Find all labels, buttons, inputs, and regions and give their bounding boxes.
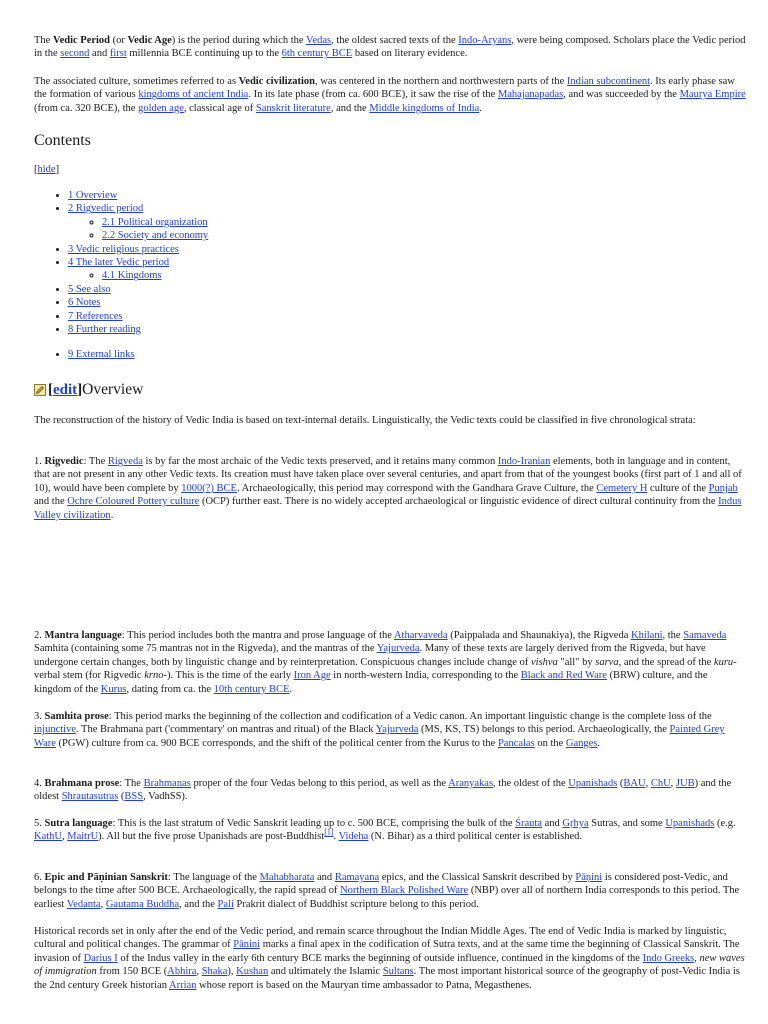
link-jub[interactable]: JUB <box>675 778 695 789</box>
toc-link-references[interactable]: 7 References <box>68 310 123 322</box>
toc-hide-link[interactable]: hide <box>37 164 56 175</box>
stratum-sutra-language: 5. Sutra language: This is the last stratum of Vedic Sanskrit leading up to c. 500 BCE, comprising the bulk of the Śrauta and Gṛhya Sutras, and some Upanishads (e.g. KathU, MaitrU). All but the five prose Upanishads are post-Buddhist[1]. Videha (N. Bihar) as a third political center is established. <box>34 818 736 843</box>
link-mahabharata[interactable]: Mahabharata <box>259 872 315 883</box>
edit-pencil-icon[interactable] <box>34 384 46 396</box>
link-videha[interactable]: Videha <box>338 831 369 843</box>
link-abhira[interactable]: Abhira <box>167 966 197 978</box>
link-samaveda[interactable]: Samaveda <box>683 630 727 641</box>
link-atharvaveda[interactable]: Atharvaveda <box>393 630 448 641</box>
link-iron-age[interactable]: Iron Age <box>293 670 331 682</box>
toc-link-later-vedic-period[interactable]: 4 The later Vedic period <box>68 257 170 269</box>
stratum-epic-paninian: 6. Epic and Pāṇinian Sanskrit: The language of the Mahabharata and Ramayana epics, and the Classical Sanskrit described by Pāṇini is considered post-Vedic, and belongs to the time after 500 BCE. Archaeologically, the rapid spread of Northern Black Polished Ware (NBP) over all of northern India corresponds to this period. The earliest Vedanta, Gautama Buddha, and the Pali Prakrit dialect of Buddhist scripture belong to this period. <box>34 872 740 910</box>
link-shrautasutras[interactable]: Shrautasutras <box>61 791 119 803</box>
link-bss[interactable]: BSS <box>124 791 144 803</box>
link-northern-black-polished-ware[interactable]: Northern Black Polished Ware <box>340 885 469 897</box>
toc-title: Contents <box>34 132 91 149</box>
link-indus-valley[interactable]: Indus Valley civilization <box>34 496 742 521</box>
link-kathu[interactable]: KathU <box>34 831 62 843</box>
toc-subitem <box>102 269 746 282</box>
intro-paragraph-2: The associated culture, sometimes referred to as Vedic civilization, was centered in the northern and northwestern parts of the Indian subcontinent. Its early phase saw the formation of various kingdoms of ancient India. In its late phase (from ca. 600 BCE), it saw the rise of the Mahajanapadas, and was succeeded by the Maurya Empire (from ca. 320 BCE), the golden age, classical age of Sanskrit literature, and the Middle kingdoms of India. <box>34 76 746 114</box>
toc-subitem <box>102 229 746 242</box>
link-rigveda[interactable]: Rigveda <box>107 456 143 467</box>
link-6th-century-bce[interactable]: 6th century BCE <box>281 48 353 60</box>
toc-hide-toggle: [hide] <box>34 164 60 175</box>
link-khilani[interactable]: Khilani <box>631 630 663 641</box>
link-pali[interactable]: Pali <box>217 898 234 910</box>
link-aranyakas[interactable]: Aranyakas <box>448 778 494 789</box>
link-sanskrit-literature[interactable]: Sanskrit literature <box>255 102 331 114</box>
link-black-and-red-ware[interactable]: Black and Red Ware <box>520 670 607 682</box>
link-upanishads-2[interactable]: Upanishads <box>665 818 715 829</box>
toc-item <box>68 348 746 361</box>
link-panini-2[interactable]: Pāṇini <box>233 939 261 951</box>
link-kurus[interactable]: Kurus <box>100 683 127 695</box>
link-maitru[interactable]: MaitrU <box>67 831 99 843</box>
link-indo-iranian[interactable]: Indo-Iranian <box>497 456 551 467</box>
link-gautama-buddha[interactable]: Gautama Buddha <box>105 898 180 910</box>
overview-title: Overview <box>82 381 144 398</box>
link-vedas[interactable]: Vedas <box>306 35 332 46</box>
toc-item <box>68 189 746 202</box>
link-bau[interactable]: BAU <box>623 778 646 789</box>
stratum-samhita-prose: 3. Samhita prose: This period marks the beginning of the collection and codification of a Vedic canon. An important linguistic change is the complete loss of the injunctive. The Brahmana part ('commentary' on mantras and ritual) of the Black Yajurveda (MS, KS, TS) belongs to this period. Archaeologically, the Painted Grey Ware (PGW) culture from ca. 900 BCE corresponds, and the shift of the political center from the Kurus to the Pancalas on the Ganges. <box>34 711 725 749</box>
link-arrian[interactable]: Arrian <box>169 979 197 991</box>
footnote-1-link[interactable]: [1] <box>324 827 334 837</box>
link-indo-greeks[interactable]: Indo Greeks <box>642 952 695 964</box>
link-yajurveda-black[interactable]: Yajurveda <box>375 724 419 736</box>
toc-subitem <box>102 216 746 229</box>
link-ganges[interactable]: Ganges <box>565 737 598 749</box>
link-maurya-empire[interactable]: Maurya Empire <box>679 89 746 101</box>
link-kingdoms-ancient-india[interactable]: kingdoms of ancient India <box>138 89 249 101</box>
stratum-brahmana-prose: 4. Brahmana prose: The Brahmanas proper of the four Vedas belong to this period, as well as the Aranyakas, the oldest of the Upanishads (BAU, ChU, JUB) and the oldest Shrautasutras (BSS, VadhSS). <box>34 778 732 803</box>
historical-records-paragraph: Historical records set in only after the end of the Vedic period, and remain scarce throughout the Indian Middle Ages. The end of Vedic India is marked by linguistic, cultural and political changes. The grammar of Pāṇini marks a final apex in the codification of Sutra texts, and at the same time the beginning of Classical Sanskrit. The invasion of Darius I of the Indus valley in the early 6th century BCE marks the beginning of outside influence, continued in the kingdoms of the Indo Greeks, new waves of immigration from 150 BCE (Abhira, Shaka), Kushan and ultimately the Islamic Sultans. The most important historical source of the geography of post-Vedic India is the 2nd century Greek historian Arrian whose report is based on the Mauryan time ambassador to Patna, Megasthenes. <box>34 926 745 991</box>
stratum-rigvedic: 1. Rigvedic: The Rigveda is by far the most archaic of the Vedic texts preserved, and it retains many common Indo-Iranian elements, both in language and in content, that are not present in any other Vedic texts. Its creation must have taken place over several centuries, and apart from that of the youngest books (first part of 1 and all of 10), would have been complete by 1000(?) BCE. Archaeologically, this period may correspond with the Gandhara Grave Culture, the Cemetery H culture of the Punjab and the Ochre Coloured Pottery culture (OCP) further east. There is no widely accepted archaeological or linguistic evidence of direct cultural continuity from the Indus Valley civilization. <box>34 456 742 521</box>
link-ramayana[interactable]: Ramayana <box>334 872 380 883</box>
toc-item <box>68 296 746 309</box>
toc-link-kingdoms[interactable]: 4.1 Kingdoms <box>102 270 162 282</box>
link-darius-i[interactable]: Darius I <box>83 952 118 964</box>
toc-link-society-economy[interactable]: 2.2 Society and economy <box>102 230 209 242</box>
link-sultans[interactable]: Sultans <box>382 966 414 978</box>
link-indian-subcontinent[interactable]: Indian subcontinent <box>566 76 651 87</box>
link-10th-century-bce[interactable]: 10th century BCE <box>213 683 290 695</box>
toc-link-further-reading[interactable]: 8 Further reading <box>68 324 141 336</box>
toc-item <box>68 256 746 283</box>
link-cemetery-h[interactable]: Cemetery H <box>596 482 648 494</box>
link-brahmanas[interactable]: Brahmanas <box>143 778 191 789</box>
link-srauta[interactable]: Śrauta <box>515 818 542 829</box>
link-pancalas[interactable]: Pancalas <box>497 737 535 749</box>
link-second-millennium[interactable]: second <box>60 48 90 60</box>
link-injunctive[interactable]: injunctive <box>34 724 76 736</box>
link-shaka[interactable]: Shaka <box>201 966 228 978</box>
toc-link-religious-practices[interactable]: 3 Vedic religious practices <box>68 243 179 255</box>
edit-section-link[interactable]: edit <box>53 382 78 398</box>
link-mahajanapadas[interactable]: Mahajanapadas <box>497 89 564 101</box>
link-upanishads[interactable]: Upanishads <box>568 778 618 789</box>
intro-paragraph-1: The Vedic Period (or Vedic Age) is the period during which the Vedas, the oldest sacred texts of the Indo-Aryans, were being composed. Scholars place the Vedic period in the second and first millennia BCE continuing up to the 6th century BCE based on literary evidence. <box>34 35 746 60</box>
toc-item <box>68 310 746 323</box>
toc-item <box>68 323 746 336</box>
toc-item <box>68 243 746 256</box>
link-grhya[interactable]: Gṛhya <box>562 818 589 829</box>
overview-lead: The reconstruction of the history of Vedic India is based on text-internal details. Linguistically, the Vedic texts could be classified in five chronological strata: <box>34 415 696 426</box>
link-indo-aryans[interactable]: Indo-Aryans <box>458 35 512 46</box>
toc-link-overview[interactable]: 1 Overview <box>68 190 118 201</box>
link-ochre-coloured-pottery[interactable]: Ochre Coloured Pottery culture <box>67 496 200 508</box>
link-kushan[interactable]: Kushan <box>236 966 269 978</box>
toc-link-rigvedic-period[interactable]: 2 Rigvedic period <box>68 203 144 215</box>
section-heading-overview: [edit] Overview <box>34 381 746 399</box>
link-vedanta[interactable]: Vedanta <box>66 898 101 910</box>
link-golden-age[interactable]: golden age <box>138 102 184 114</box>
link-first-millennium[interactable]: first <box>109 48 127 60</box>
link-panini[interactable]: Pāṇini <box>575 872 603 883</box>
link-punjab[interactable]: Punjab <box>708 482 738 494</box>
link-1000-bce[interactable]: 1000(?) BCE <box>181 482 237 494</box>
toc-link-external-links[interactable]: 9 External links <box>68 349 135 361</box>
link-chu[interactable]: ChU <box>650 778 671 789</box>
toc-link-political-organization[interactable]: 2.1 Political organization <box>102 216 208 228</box>
link-middle-kingdoms[interactable]: Middle kingdoms of India <box>369 102 480 114</box>
toc-item <box>68 202 746 242</box>
toc-link-notes[interactable]: 6 Notes <box>68 297 101 309</box>
stratum-mantra-language: 2. Mantra language: This period includes both the mantra and prose language of the Atharvaveda (Paippalada and Shaunakiya), the Rigveda Khilani, the Samaveda Samhita (containing some 75 mantras not in the Rigveda), and the mantras of the Yajurveda. Many of these texts are largely derived from the Rigveda, but have undergone certain changes, both by linguistic change and by reinterpretation. Conspicuous changes include change of vishva "all" by sarva, and the spread of the kuru- verbal stem (for Rigvedic krno-). This is the time of the early Iron Age in north-western India, corresponding to the Black and Red Ware (BRW) culture, and the kingdom of the Kurus, dating from ca. the 10th century BCE. <box>34 630 737 695</box>
link-yajurveda[interactable]: Yajurveda <box>376 643 420 655</box>
toc-item <box>68 283 746 296</box>
toc-link-see-also[interactable]: 5 See also <box>68 283 111 295</box>
table-of-contents <box>34 189 746 362</box>
link-painted-grey-ware[interactable]: Painted Grey Ware <box>34 724 725 749</box>
